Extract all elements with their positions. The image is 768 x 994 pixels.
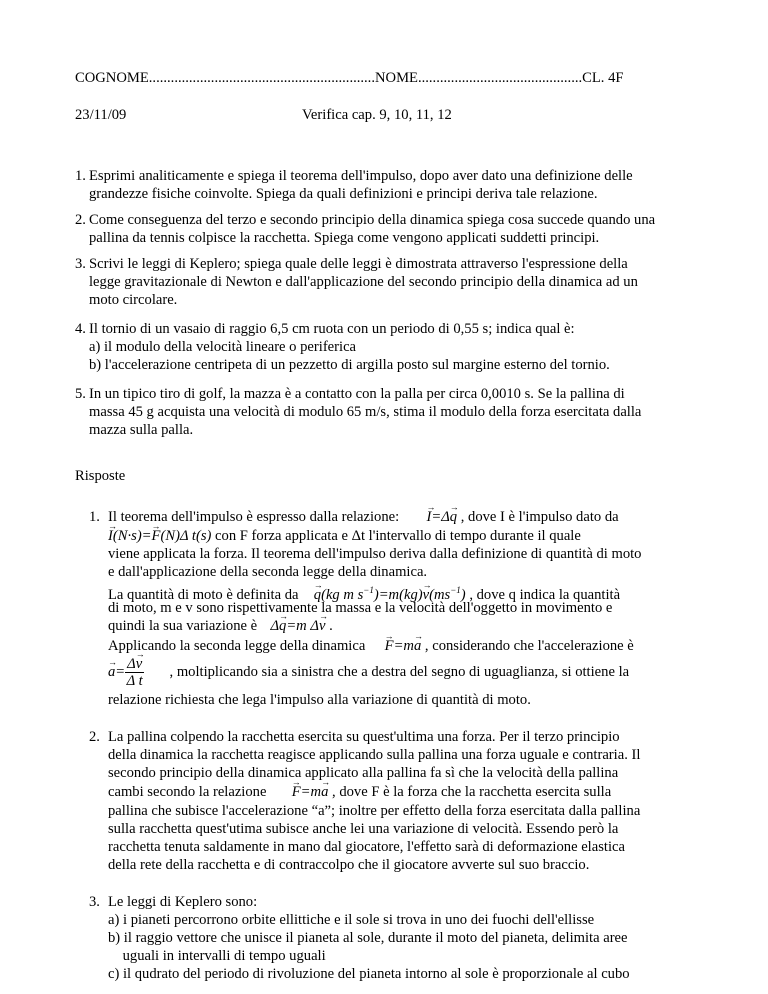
question-line: moto circolare. xyxy=(89,292,178,308)
formula-momentum: q →(kg m $s^{-1})=m(kg)v \to(ms^{-1})$ xyxy=(314,587,466,603)
answer-line: sulla racchetta quest'utima subisce anche lei una variazione di velocità. Essendo però la xyxy=(108,821,619,837)
answer-line: di moto, m e v sono rispettivamente la massa e la velocità dell'oggetto in movimento e xyxy=(108,600,613,616)
answer-number: 1. xyxy=(89,509,100,525)
question-line: mazza sulla palla. xyxy=(89,422,194,438)
question-5 xyxy=(89,385,719,439)
answer-text: Il teorema dell'impulso è espresso dalla relazione: xyxy=(108,509,400,525)
answer-text: , moltiplicando sia a sinistra che a destra del segno di uguaglianza, si ottiene la xyxy=(169,663,630,680)
answer-line xyxy=(108,637,634,655)
question-number: 3. xyxy=(75,256,86,272)
answer-number: 3. xyxy=(89,894,100,910)
answer-text: , dove q indica la quantità xyxy=(469,586,621,603)
answer-line: Le leggi di Keplero sono: xyxy=(108,894,258,910)
question-number: 2. xyxy=(75,212,86,228)
answers-heading: Risposte xyxy=(75,468,126,484)
answer-line: uguali in intervalli di tempo uguali xyxy=(108,948,326,964)
header-date: 23/11/09 xyxy=(75,107,127,123)
answer-text: cambi secondo la relazione xyxy=(108,784,267,800)
answer-line xyxy=(108,656,629,689)
answer-text: , dove I è l'impulso dato da xyxy=(460,509,619,525)
answer-line: e dall'applicazione della seconda legge della dinamica. xyxy=(108,564,428,580)
answer-line: pallina che subisce l'accelerazione “a”; inoltre per effetto della forza esercitata dalla pallina xyxy=(108,803,641,819)
header-title: Verifica cap. 9, 10, 11, 12 xyxy=(302,107,452,123)
answer-line: a) i pianeti percorrono orbite ellittiche e il sole si trova in uno dei fuochi dell'ellisse xyxy=(108,912,595,928)
question-number: 1. xyxy=(75,168,86,184)
formula-impulse: I →=Δq → xyxy=(426,509,457,525)
formula-second-law: F →=ma → xyxy=(292,784,329,800)
question-line: grandezze fisiche coinvolte. Spiega da quali definizioni e principi deriva tale relazione. xyxy=(89,186,598,202)
answer-text: con F forza applicata e Δt l'intervallo di tempo durante il quale xyxy=(215,528,581,544)
answer-line: b) il raggio vettore che unisce il pianeta al sole, durante il moto del pianeta, delimita aree xyxy=(108,930,628,946)
question-1 xyxy=(89,167,719,203)
answer-line xyxy=(108,508,619,526)
question-line: legge gravitazionale di Newton e dall'applicazione del secondo principio della dinamica ad un xyxy=(89,274,638,290)
formula-acceleration: a →= $\frac{\Delta v \to}{\text{Δ t}}$ xyxy=(108,664,144,680)
answer-line: della rete della racchetta e di contraccolpo che il giocatore avverte sul suo braccio. xyxy=(108,857,590,873)
question-line: a) il modulo della velocità lineare o periferica xyxy=(89,339,357,355)
answer-line: racchetta tenuta saldamente in mano dal giocatore, l'effetto sarà di deformazione elastica xyxy=(108,839,625,855)
answer-number: 2. xyxy=(89,729,100,745)
answer-text: La quantità di moto è definita da xyxy=(108,586,299,603)
answer-line: La pallina colpendo la racchetta esercita su quest'ultima una forza. Per il terzo principio xyxy=(108,729,620,745)
answer-text: , dove F è la forza che la racchetta esercita sulla xyxy=(332,784,612,800)
answer-text: quindi la sua variazione è xyxy=(108,618,258,634)
question-line: massa 45 g acquista una velocità di modulo 65 m/s, stima il modulo della forza esercitata dalla xyxy=(89,404,642,420)
question-line: Scrivi le leggi di Keplero; spiega quale delle leggi è dimostrata attraverso l'espressione della xyxy=(89,256,628,272)
answer-line: relazione richiesta che lega l'impulso alla variazione di quantità di moto. xyxy=(108,692,531,708)
answer-text: Applicando la seconda legge della dinamica xyxy=(108,638,366,654)
question-line: pallina da tennis colpisce la racchetta. Spiega come vengono applicati suddetti principi. xyxy=(89,230,600,246)
question-4 xyxy=(89,320,719,374)
answer-line: secondo principio della dinamica applicato alla pallina fa sì che la velocità della pallina xyxy=(108,765,619,781)
question-line: In un tipico tiro di golf, la mazza è a contatto con la palla per circa 0,0010 s. Se la pallina di xyxy=(89,386,625,402)
question-line: Esprimi analiticamente e spiega il teorema dell'impulso, dopo aver dato una definizione delle xyxy=(89,168,633,184)
answer-line xyxy=(108,783,611,801)
question-number: 4. xyxy=(75,321,86,337)
answer-line: viene applicata la forza. Il teorema dell'impulso deriva dalla definizione di quantità di moto xyxy=(108,546,642,562)
question-2 xyxy=(89,211,719,247)
answer-line: c) il qudrato del periodo di rivoluzione del pianeta intorno al sole è proporzionale al cubo xyxy=(108,966,630,982)
question-line: b) l'accelerazione centripeta di un pezzetto di argilla posto sul margine esterno del tornio. xyxy=(89,357,610,373)
question-3 xyxy=(89,255,719,309)
formula-second-law: F →=ma → xyxy=(385,638,422,654)
formula-momentum-change: Δq →=m Δv → xyxy=(270,618,325,634)
formula-impulse-definition: I →(N·s)=F →(N)Δ t(s) xyxy=(108,528,211,544)
answer-line: della dinamica la racchetta reagisce applicando sulla pallina una forza uguale e contraria. Il xyxy=(108,747,641,763)
question-line: Come conseguenza del terzo e secondo principio della dinamica spiega cosa succede quando una xyxy=(89,212,656,228)
question-number: 5. xyxy=(75,386,86,402)
answer-line xyxy=(108,527,581,545)
answer-text: , considerando che l'accelerazione è xyxy=(424,638,634,654)
header-name-line: COGNOME..............................................................NOME.............................................CL. 4F xyxy=(75,70,624,86)
answer-line: quindi la sua variazione è Δq →=m Δv → . xyxy=(108,617,333,635)
question-line: Il tornio di un vasaio di raggio 6,5 cm ruota con un periodo di 0,55 s; indica qual è: xyxy=(89,321,575,337)
